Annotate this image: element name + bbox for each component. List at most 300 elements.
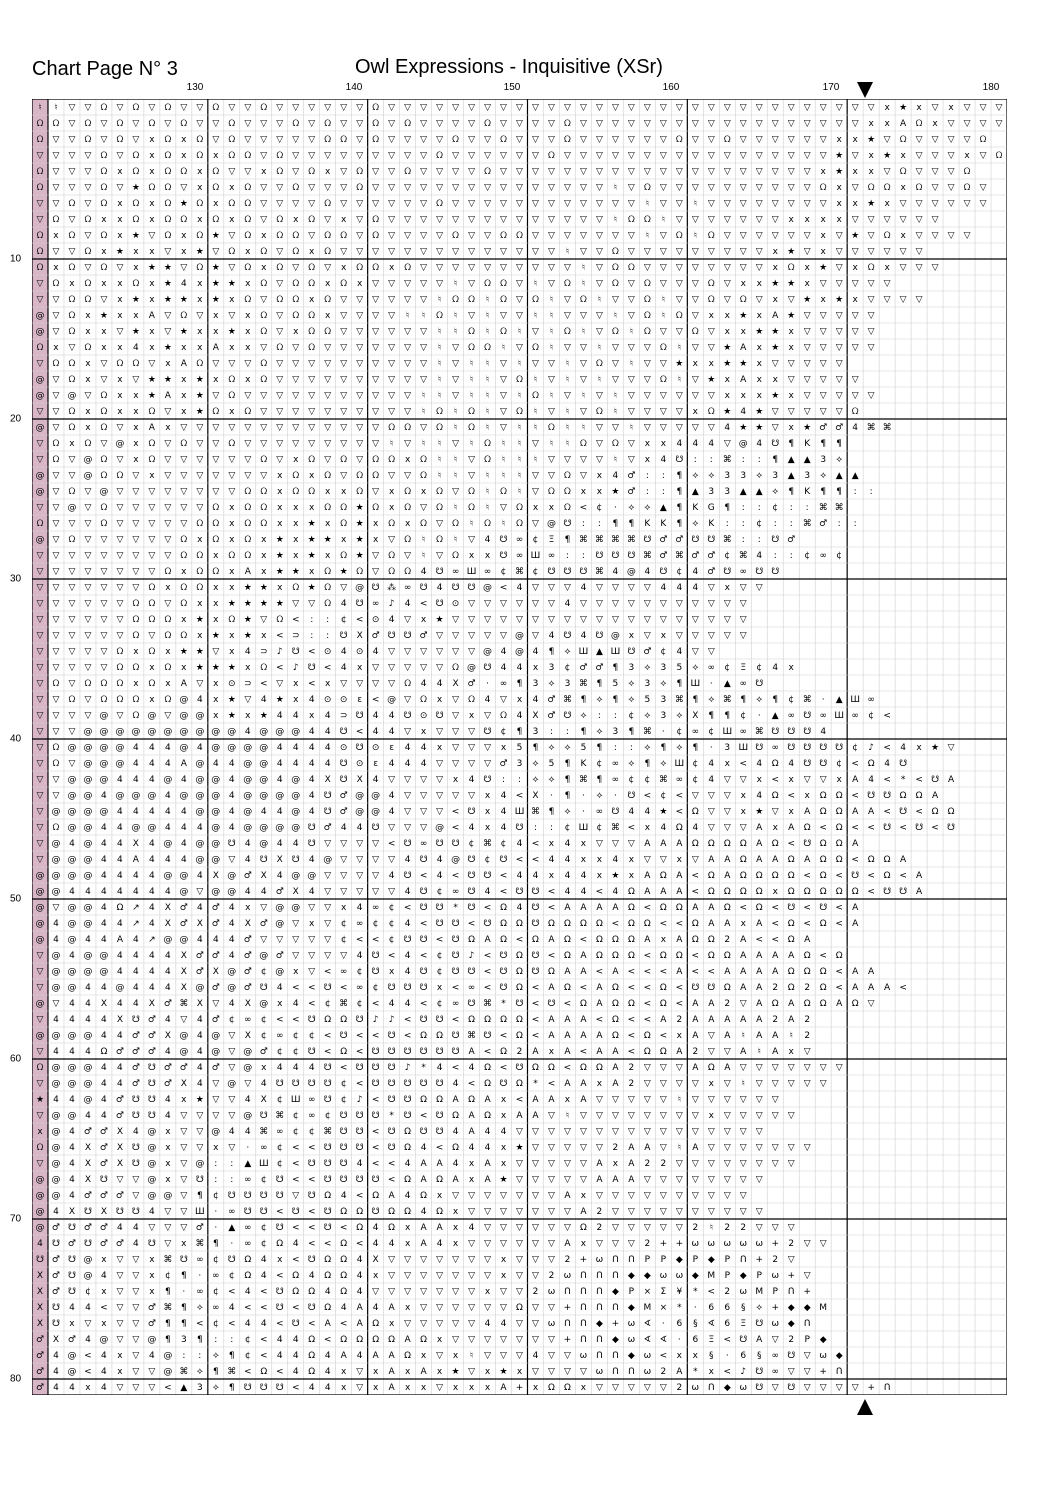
- stitch-symbol: ¶: [788, 439, 795, 450]
- stitch-symbol: <: [339, 983, 348, 994]
- stitch-symbol: ★: [227, 663, 236, 674]
- stitch-symbol: ☋: [483, 727, 492, 738]
- row-tick: 40: [10, 733, 22, 745]
- stitch-symbol: ♮: [533, 455, 538, 466]
- stitch-symbol: @: [67, 903, 77, 914]
- stitch-symbol: ▽: [627, 1095, 635, 1106]
- stitch-symbol: ▽: [659, 183, 667, 194]
- stitch-symbol: ᘯ: [691, 327, 699, 338]
- stitch-symbol: @: [243, 807, 253, 818]
- stitch-symbol: ⟡: [548, 743, 555, 754]
- stitch-symbol: ▽: [324, 215, 332, 226]
- stitch-symbol: @: [291, 727, 301, 738]
- stitch-symbol: ω: [675, 1271, 684, 1282]
- stitch-symbol: ♂: [595, 663, 604, 674]
- stitch-symbol: ▽: [324, 151, 332, 162]
- stitch-symbol: ▽: [835, 1383, 843, 1394]
- stitch-symbol: ▽: [212, 1111, 220, 1122]
- stitch-symbol: :: [757, 503, 761, 514]
- stitch-symbol: ▽: [548, 199, 555, 210]
- stitch-symbol: ᘯ: [436, 487, 443, 498]
- stitch-symbol: ▽: [899, 199, 907, 210]
- stitch-symbol: A: [708, 919, 715, 930]
- stitch-symbol: ᘯ: [516, 407, 523, 418]
- stitch-symbol: <: [723, 1367, 732, 1378]
- stitch-symbol: 4: [388, 791, 395, 802]
- center-marker-bottom-icon: [857, 1399, 873, 1415]
- stitch-symbol: <: [643, 1015, 652, 1026]
- stitch-symbol: ▽: [116, 423, 124, 434]
- stitch-symbol: ▽: [36, 1047, 44, 1058]
- stitch-symbol: ♂: [67, 1239, 76, 1250]
- stitch-symbol: ▽: [500, 375, 507, 386]
- stitch-symbol: ▽: [436, 119, 444, 130]
- stitch-symbol: ∞: [339, 967, 348, 978]
- stitch-symbol: ▽: [755, 295, 763, 306]
- stitch-symbol: ▽: [388, 535, 396, 546]
- stitch-symbol: ▽: [595, 1143, 603, 1154]
- stitch-symbol: A: [644, 1143, 651, 1154]
- stitch-symbol: ▽: [372, 567, 380, 578]
- stitch-symbol: <: [595, 887, 604, 898]
- stitch-symbol: <: [228, 1287, 236, 1298]
- stitch-symbol: Ω: [707, 951, 715, 962]
- stitch-symbol: ☋: [387, 1127, 396, 1138]
- stitch-symbol: @: [83, 455, 93, 466]
- stitch-symbol: @: [67, 743, 77, 754]
- stitch-symbol: ♂: [99, 1191, 108, 1202]
- stitch-symbol: ▽: [468, 231, 476, 242]
- stitch-symbol: ▽: [68, 183, 76, 194]
- stitch-symbol: @: [67, 391, 77, 402]
- stitch-symbol: ▽: [340, 679, 348, 690]
- stitch-symbol: x: [420, 727, 427, 738]
- stitch-symbol: ▽: [244, 423, 252, 434]
- stitch-symbol: ☋: [755, 1367, 764, 1378]
- stitch-symbol: ▽: [532, 1239, 539, 1250]
- stitch-symbol: 4: [484, 1127, 491, 1138]
- stitch-symbol: ▽: [803, 119, 811, 130]
- stitch-symbol: x: [772, 887, 778, 898]
- stitch-symbol: ▽: [84, 199, 92, 210]
- stitch-symbol: x: [85, 1383, 91, 1394]
- stitch-symbol: ▽: [819, 327, 827, 338]
- stitch-symbol: <: [547, 887, 556, 898]
- stitch-symbol: ▽: [867, 311, 875, 322]
- stitch-symbol: 4: [228, 903, 235, 914]
- stitch-symbol: ▽: [787, 1255, 795, 1266]
- stitch-symbol: ▽: [819, 1063, 827, 1074]
- stitch-symbol: ▽: [180, 423, 188, 434]
- stitch-symbol: ω: [659, 1271, 668, 1282]
- stitch-symbol: ▽: [819, 375, 827, 386]
- stitch-symbol: ▽: [452, 119, 460, 130]
- stitch-symbol: ▽: [340, 439, 348, 450]
- stitch-symbol: ▽: [468, 599, 476, 610]
- stitch-symbol: ▽: [324, 455, 332, 466]
- stitch-symbol: 4: [244, 855, 251, 866]
- stitch-symbol: ♮: [485, 423, 490, 434]
- stitch-symbol: ♮: [565, 247, 570, 258]
- stitch-symbol: ☋: [755, 1319, 764, 1330]
- stitch-symbol: ☋: [291, 1319, 300, 1330]
- stitch-symbol: @: [515, 647, 524, 658]
- stitch-symbol: ᘯ: [883, 231, 891, 242]
- stitch-symbol: ▽: [276, 327, 284, 338]
- stitch-symbol: ▽: [452, 263, 460, 274]
- stitch-symbol: X: [164, 919, 171, 930]
- stitch-symbol: @: [83, 871, 93, 882]
- stitch-symbol: ¢: [692, 759, 699, 770]
- stitch-symbol: ⌘: [754, 727, 764, 738]
- stitch-symbol: ᘯ: [436, 199, 443, 210]
- stitch-symbol: ᘯ: [148, 615, 156, 626]
- stitch-symbol: ▽: [595, 1127, 603, 1138]
- stitch-symbol: x: [101, 1319, 107, 1330]
- stitch-symbol: ♂: [627, 471, 636, 482]
- stitch-symbol: @: [211, 855, 221, 866]
- stitch-symbol: 3: [724, 487, 731, 498]
- stitch-symbol: ▽: [164, 551, 172, 562]
- stitch-symbol: ⌘: [594, 567, 604, 578]
- stitch-symbol: ☋: [323, 1207, 332, 1218]
- stitch-symbol: ·: [214, 1223, 218, 1234]
- stitch-symbol: x: [628, 871, 635, 882]
- stitch-symbol: *: [693, 1287, 698, 1298]
- stitch-symbol: x: [724, 311, 730, 322]
- stitch-symbol: ᘯ: [260, 359, 268, 370]
- stitch-symbol: ∞: [771, 1367, 779, 1378]
- stitch-symbol: <: [883, 743, 891, 754]
- stitch-symbol: ᘯ: [436, 407, 443, 418]
- stitch-symbol: A: [724, 855, 731, 866]
- stitch-symbol: ▽: [68, 567, 76, 578]
- stitch-symbol: ▽: [52, 423, 60, 434]
- stitch-symbol: ◆: [803, 1303, 811, 1314]
- stitch-symbol: ∞: [355, 919, 364, 930]
- stitch-symbol: ▽: [723, 1047, 731, 1058]
- stitch-symbol: ▽: [276, 359, 284, 370]
- stitch-symbol: Ω: [516, 967, 523, 978]
- stitch-symbol: ▽: [132, 1383, 140, 1394]
- stitch-symbol: ▽: [675, 407, 683, 418]
- stitch-symbol: ᘯ: [148, 407, 156, 418]
- stitch-symbol: x: [740, 391, 746, 402]
- stitch-symbol: ▽: [563, 583, 571, 594]
- stitch-symbol: ▽: [659, 407, 667, 418]
- stitch-symbol: ▽: [979, 103, 987, 114]
- stitch-symbol: ★: [211, 279, 220, 290]
- stitch-symbol: @: [227, 743, 237, 754]
- stitch-symbol: ▽: [452, 103, 460, 114]
- stitch-symbol: x: [309, 919, 315, 930]
- stitch-symbol: ▽: [595, 423, 603, 434]
- stitch-symbol: ⟡: [820, 471, 827, 482]
- stitch-symbol: <: [419, 1111, 428, 1122]
- stitch-symbol: ·: [214, 1207, 218, 1218]
- stitch-symbol: Ш: [466, 567, 477, 578]
- stitch-symbol: ᘯ: [196, 151, 204, 162]
- stitch-symbol: ᘯ: [548, 487, 555, 498]
- stitch-symbol: Ω: [468, 1015, 475, 1026]
- stitch-symbol: x: [788, 775, 794, 786]
- stitch-symbol: ☋: [371, 951, 380, 962]
- stitch-symbol: ⌘: [195, 1239, 205, 1250]
- stitch-symbol: x: [245, 327, 251, 338]
- stitch-symbol: <: [371, 999, 380, 1010]
- stitch-symbol: ▽: [707, 327, 715, 338]
- stitch-symbol: ▽: [579, 1367, 587, 1378]
- stitch-symbol: 4: [580, 887, 587, 898]
- stitch-symbol: 3: [820, 455, 827, 466]
- stitch-symbol: ▽: [468, 1191, 476, 1202]
- stitch-symbol: ᘯ: [260, 503, 268, 514]
- stitch-symbol: ¶: [820, 439, 827, 450]
- stitch-symbol: ¢: [212, 1319, 219, 1330]
- stitch-symbol: 4: [101, 1079, 107, 1090]
- stitch-symbol: ▽: [516, 1175, 523, 1186]
- stitch-symbol: ▽: [931, 263, 939, 274]
- stitch-symbol: x: [388, 967, 395, 978]
- stitch-symbol: ▽: [132, 1255, 140, 1266]
- stitch-symbol: ▽: [532, 1127, 539, 1138]
- stitch-symbol: Ω: [675, 903, 683, 914]
- stitch-symbol: ▽: [627, 247, 635, 258]
- stitch-symbol: ▽: [579, 311, 587, 322]
- stitch-symbol: Ω: [819, 983, 827, 994]
- stitch-symbol: @: [99, 951, 109, 962]
- stitch-symbol: ▽: [643, 343, 651, 354]
- stitch-symbol: ♂: [323, 823, 332, 834]
- stitch-symbol: ☋: [755, 743, 764, 754]
- stitch-symbol: ☋: [915, 823, 924, 834]
- stitch-symbol: A: [708, 855, 715, 866]
- stitch-symbol: ᘯ: [132, 631, 140, 642]
- stitch-symbol: ▽: [468, 199, 476, 210]
- stitch-symbol: ▽: [452, 1303, 460, 1314]
- stitch-symbol: x: [916, 743, 922, 754]
- stitch-symbol: ᘯ: [52, 215, 60, 226]
- stitch-symbol: 4: [101, 983, 107, 994]
- stitch-symbol: :: [230, 1159, 234, 1170]
- stitch-symbol: +: [867, 1383, 875, 1394]
- stitch-symbol: ▽: [84, 647, 92, 658]
- stitch-symbol: ▽: [36, 215, 44, 226]
- stitch-symbol: ᘯ: [196, 263, 204, 274]
- stitch-symbol: ♮: [437, 455, 442, 466]
- stitch-symbol: <: [307, 1223, 316, 1234]
- stitch-symbol: ♮: [485, 503, 490, 514]
- stitch-symbol: ▽: [388, 391, 396, 402]
- stitch-symbol: ▽: [500, 1191, 507, 1202]
- stitch-symbol: ⊃: [291, 631, 300, 642]
- stitch-symbol: X: [84, 1143, 92, 1154]
- stitch-symbol: <: [627, 823, 636, 834]
- stitch-symbol: ▽: [755, 183, 763, 194]
- stitch-symbol: ▽: [675, 327, 683, 338]
- stitch-symbol: x: [213, 199, 219, 210]
- stitch-symbol: ▲: [803, 455, 811, 466]
- stitch-symbol: ▽: [84, 503, 92, 514]
- stitch-symbol: ▽: [548, 1191, 555, 1202]
- stitch-symbol: ★: [259, 711, 268, 722]
- stitch-symbol: ▽: [436, 631, 444, 642]
- stitch-symbol: ⌘: [610, 535, 620, 546]
- stitch-symbol: A: [212, 343, 219, 354]
- stitch-symbol: 4: [548, 855, 555, 866]
- stitch-symbol: ᘯ: [260, 327, 268, 338]
- stitch-symbol: <: [707, 967, 716, 978]
- stitch-symbol: ¶: [532, 743, 539, 754]
- stitch-symbol: 4: [692, 823, 699, 834]
- stitch-symbol: ᘯ: [52, 439, 60, 450]
- stitch-symbol: ☋: [403, 711, 412, 722]
- stitch-symbol: 4: [628, 807, 635, 818]
- stitch-symbol: ▽: [436, 519, 444, 530]
- stitch-symbol: ¶: [180, 1271, 187, 1282]
- stitch-symbol: ω: [707, 1239, 716, 1250]
- stitch-symbol: @: [51, 1063, 61, 1074]
- stitch-symbol: @: [147, 791, 157, 802]
- stitch-symbol: ☋: [179, 1255, 188, 1266]
- stitch-symbol: ▽: [436, 279, 444, 290]
- stitch-symbol: ▽: [260, 423, 268, 434]
- stitch-symbol: ᘯ: [180, 215, 188, 226]
- stitch-symbol: ▽: [979, 119, 987, 130]
- stitch-symbol: Ω: [707, 871, 715, 882]
- stitch-symbol: ᘯ: [564, 503, 571, 514]
- stitch-symbol: ♂: [659, 551, 668, 562]
- stitch-symbol: ▽: [388, 1255, 396, 1266]
- stitch-symbol: ★: [707, 375, 716, 386]
- stitch-symbol: ▽: [595, 391, 603, 402]
- stitch-symbol: ▽: [627, 119, 635, 130]
- stitch-symbol: 4: [324, 1367, 331, 1378]
- stitch-symbol: @: [147, 1191, 157, 1202]
- stitch-symbol: x: [309, 295, 315, 306]
- stitch-symbol: 4: [324, 759, 331, 770]
- stitch-symbol: ▽: [340, 247, 348, 258]
- stitch-symbol: ᑎ: [564, 1287, 571, 1298]
- stitch-symbol: 4: [660, 823, 667, 834]
- stitch-symbol: ▽: [723, 1111, 731, 1122]
- stitch-symbol: <: [515, 1095, 524, 1106]
- stitch-symbol: @: [51, 1175, 61, 1186]
- stitch-symbol: A: [852, 919, 859, 930]
- stitch-symbol: ⟡: [628, 759, 635, 770]
- stitch-symbol: ▽: [532, 327, 539, 338]
- stitch-symbol: 4: [133, 967, 139, 978]
- stitch-symbol: 2: [644, 1159, 651, 1170]
- stitch-symbol: ☋: [243, 1207, 252, 1218]
- stitch-symbol: Ω: [819, 855, 827, 866]
- stitch-symbol: ★: [339, 567, 348, 578]
- stitch-symbol: ▽: [52, 183, 60, 194]
- stitch-symbol: <: [531, 983, 540, 994]
- stitch-symbol: 3: [516, 759, 523, 770]
- stitch-symbol: ♂: [819, 519, 828, 530]
- stitch-symbol: 4: [452, 1159, 459, 1170]
- stitch-symbol: ᘯ: [516, 503, 523, 514]
- stitch-symbol: ▽: [707, 1207, 715, 1218]
- stitch-symbol: *: [501, 999, 506, 1010]
- stitch-symbol: ▽: [691, 215, 699, 226]
- stitch-symbol: <: [323, 1047, 332, 1058]
- stitch-symbol: ♂: [147, 1031, 156, 1042]
- stitch-symbol: ★: [803, 295, 812, 306]
- stitch-symbol: ▽: [723, 615, 731, 626]
- stitch-symbol: A: [660, 887, 667, 898]
- stitch-symbol: ω: [579, 1351, 588, 1362]
- stitch-symbol: ᘯ: [276, 615, 284, 626]
- stitch-symbol: ▽: [643, 135, 651, 146]
- stitch-symbol: ★: [211, 631, 220, 642]
- stitch-symbol: Ω: [372, 1191, 380, 1202]
- stitch-symbol: ▽: [516, 1127, 523, 1138]
- stitch-symbol: ¶: [708, 711, 715, 722]
- stitch-symbol: @: [67, 1079, 77, 1090]
- stitch-symbol: ▽: [691, 1111, 699, 1122]
- stitch-symbol: ▽: [36, 1079, 44, 1090]
- stitch-symbol: ▽: [643, 167, 651, 178]
- stitch-symbol: ▽: [595, 167, 603, 178]
- stitch-symbol: ¶: [612, 663, 619, 674]
- stitch-symbol: 4: [372, 1303, 379, 1314]
- stitch-symbol: ▽: [771, 103, 779, 114]
- stitch-symbol: ᘯ: [420, 471, 428, 482]
- stitch-symbol: A: [756, 919, 763, 930]
- stitch-symbol: @: [259, 951, 269, 962]
- stitch-symbol: ▽: [356, 103, 364, 114]
- stitch-symbol: ▽: [324, 407, 332, 418]
- stitch-symbol: ᘯ: [68, 359, 76, 370]
- stitch-symbol: ▽: [851, 1383, 859, 1394]
- stitch-symbol: ▽: [276, 679, 284, 690]
- stitch-symbol: ▽: [356, 151, 364, 162]
- stitch-symbol: x: [676, 855, 683, 866]
- stitch-symbol: 4: [53, 1383, 59, 1394]
- stitch-symbol: <: [196, 1319, 204, 1330]
- stitch-symbol: ▽: [627, 199, 635, 210]
- stitch-symbol: ▽: [84, 711, 92, 722]
- stitch-symbol: A: [436, 1223, 443, 1234]
- stitch-symbol: 4: [260, 695, 267, 706]
- stitch-symbol: ☋: [275, 1383, 284, 1394]
- stitch-symbol: @: [147, 1127, 157, 1138]
- stitch-symbol: 4: [164, 1047, 171, 1058]
- stitch-symbol: x: [484, 551, 491, 562]
- stitch-symbol: @: [83, 855, 93, 866]
- stitch-symbol: x: [261, 231, 267, 242]
- stitch-symbol: 4: [149, 759, 155, 770]
- stitch-symbol: A: [180, 679, 187, 690]
- stitch-symbol: ★: [211, 663, 220, 674]
- stitch-symbol: ▽: [164, 1223, 172, 1234]
- stitch-symbol: ¢: [340, 615, 347, 626]
- stitch-symbol: ▽: [851, 151, 859, 162]
- stitch-symbol: 2: [804, 1031, 811, 1042]
- stitch-symbol: ▽: [627, 1239, 635, 1250]
- stitch-symbol: 4: [500, 791, 507, 802]
- stitch-symbol: <: [499, 1031, 508, 1042]
- stitch-symbol: ▽: [532, 1367, 539, 1378]
- stitch-symbol: ▽: [516, 343, 523, 354]
- stitch-symbol: 4: [660, 455, 667, 466]
- stitch-symbol: ▲: [595, 647, 603, 658]
- stitch-symbol: ▽: [484, 183, 491, 194]
- stitch-symbol: ▽: [723, 791, 731, 802]
- stitch-symbol: <: [451, 1015, 460, 1026]
